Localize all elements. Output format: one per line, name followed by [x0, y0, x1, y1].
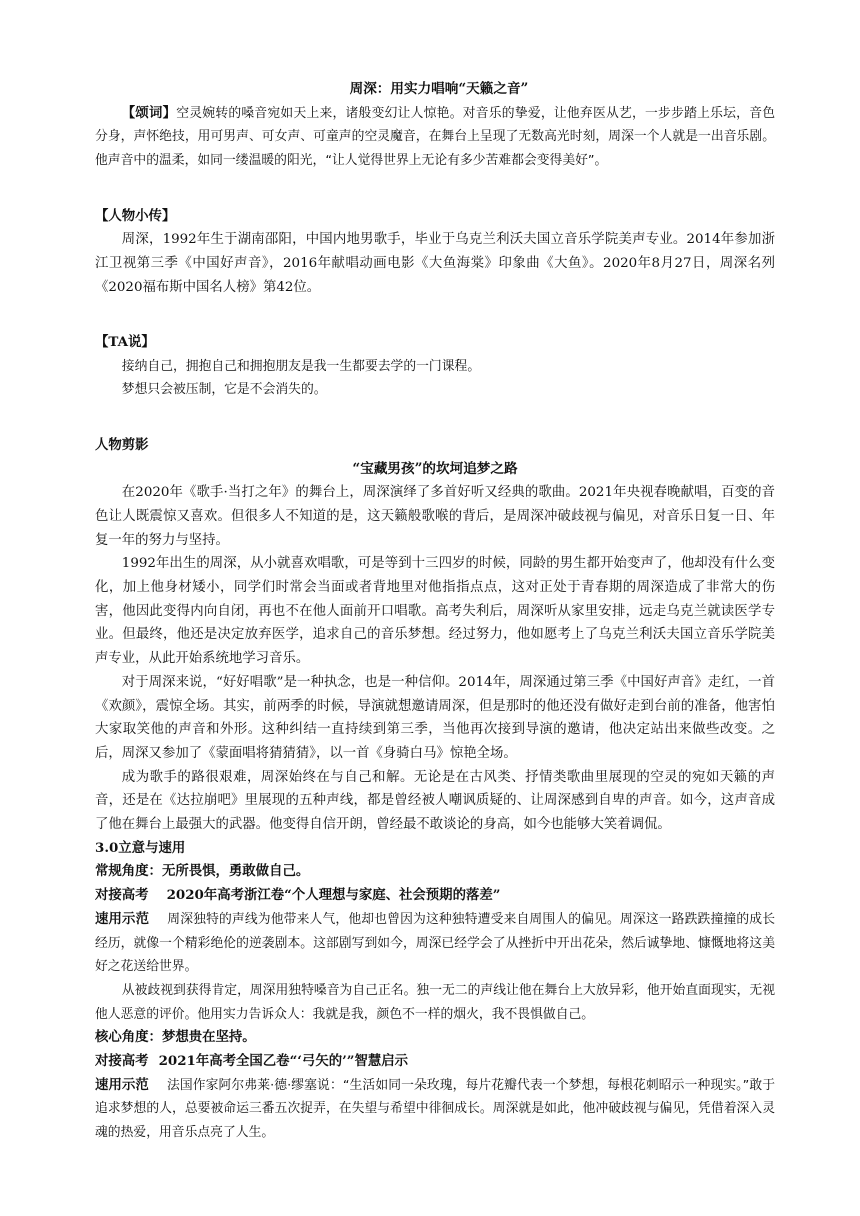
bio-text: 周深，1992年生于湖南邵阳，中国内地男歌手，毕业于乌克兰利沃夫国立音乐学院美声专业。2014年参加浙江卫视第三季《中国好声音》，2016年献唱动画电影《大鱼海棠》印象曲《大鱼》。2020年8月27日，周深名列《2020福布斯中国名人榜》第42位。: [95, 232, 775, 295]
silhouette-subtitle: “宝藏男孩”的坎坷追梦之路: [352, 460, 518, 477]
quote-line: 梦想只会被压制，它是不会消失的。: [121, 382, 327, 398]
page-title: 周深：用实力唱响“天籁之音”: [349, 81, 529, 97]
story-paragraph: 对于周深来说，“好好唱歌”是一种执念，也是一种信仰。2014年，周深通过第三季《中国好声音》走红，一首《欢颜》，震惊全场。其实，前两季的时候，导演就想邀请周深，但是那时的他还没有做好走到台前的准备，他害怕大家取笑他的声音和外形。这种纠结一直持续到第三季，当他再次接到导演的邀请，他决定站出来做些改变。之后，周深又参加了《蒙面唱将猜猜猜》，以一首《身骑白马》惊艳全场。: [95, 674, 775, 761]
ode-label: 【颂词】: [121, 104, 177, 121]
angle-regular: 常规角度：无所畏惧，勇敢做自己。: [95, 863, 310, 880]
exam-link-2021: [95, 1050, 775, 1074]
bio-heading: 【人物小传】: [95, 207, 176, 224]
story-paragraph: 在2020年《歌手·当打之年》的舞台上，周深演绎了多首好听又经典的歌曲。2021年央视春晚献唱，百变的音色让人既震惊又喜欢。但很多人不知道的是，这天籁般歌喉的背后，是周深冲破歧视与偏见，对音乐日复一日、年复一年的努力与坚持。: [95, 485, 775, 548]
exam-link-text: 2021年高考全国乙卷“‘弓矢的’”智慧启示: [158, 1053, 409, 1070]
demo-label: 速用示范: [95, 1076, 149, 1093]
quotes-heading: 【TA说】: [95, 334, 155, 350]
demo-label: 速用示范: [95, 910, 150, 927]
exam-link-2020: [95, 884, 775, 908]
story-paragraph: 成为歌手的路很艰难，周深始终在与自己和解。无论是在古风类、抒情类歌曲里展现的空灵的宛如天籁的声音，还是在《达拉崩吧》里展现的五种声线，都是曾经被人嘲讽质疑的、让周深感到自卑的声音。如今，这声音成了他在舞台上最强大的武器。他变得自信开朗，曾经最不敢谈论的身高，如今也能够大笑着调侃。: [95, 769, 775, 833]
exam-link-text: 2020年高考浙江卷“个人理想与家庭、社会预期的落差”: [166, 887, 501, 904]
demo-text: 法国作家阿尔弗莱·德·缪塞说：“生活如同一朵玫瑰，每片花瓣代表一个梦想，每根花刺昭示一种现实。”敢于追求梦想的人，总要被命运三番五次捉弄，在失望与希望中徘徊成长。周深就是如此，他冲破歧视与偏见，凭借着深入灵魂的热爱，用音乐点亮了人生。: [95, 1077, 776, 1141]
demo-paragraph-2: 从被歧视到获得肯定，周深用独特嗓音为自己正名。独一无二的声线让他在舞台上大放异彩，他开始直面现实，无视他人恶意的评价。他用实力告诉众人：我就是我，颜色不一样的烟火，我不畏惧做自己。: [95, 982, 775, 1022]
document-page: [95, 78, 775, 1145]
story-paragraph: 1992年出生的周深，从小就喜欢唱歌，可是等到十三四岁的时候，同龄的男生都开始变声了，他却没有什么变化，加上他身材矮小，同学们时常会当面或者背地里对他指指点点，这对正处于青春期的周深造成了非常大的伤害，他因此变得内向自闭，再也不在他人面前开口唱歌。高考失利后，周深听从家里安排，远走乌克兰就读医学专业。但最终，他还是决定放弃医学，追求自己的音乐梦想。经过努力，他如愿考上了乌克兰利沃夫国立音乐学院美声专业，从此开始系统地学习音乐。: [95, 556, 775, 667]
quote-line: 接纳自己，拥抱自己和拥抱朋友是我一生都要去学的一门课程。: [121, 358, 481, 374]
demo-text: 周深独特的声线为他带来人气，他却也曾因为这种独特遭受来自周围人的偏见。周深这一路跌跌撞撞的成长经历，就像一个精彩绝伦的逆袭剧本。这部剧写到如今，周深已经学会了从挫折中开出花朵，然后诚挚地、慷慨地将这美好之花送给世界。: [95, 911, 776, 975]
ode-text: 空灵婉转的嗓音宛如天上来，诸般变幻让人惊艳。对音乐的挚爱，让他弃医从艺，一步步踏上乐坛，音色分身，声怀绝技，用可男声、可女声、可童声的空灵魔音，在舞台上呈现了无数高光时刻，周深一个人就是一出音乐剧。他声音中的温柔，如同一缕温暖的阳光，“让人觉得世界上无论有多少苦难都会变得美好”。: [95, 105, 776, 169]
usage-heading: 3.0立意与速用: [95, 839, 186, 856]
ode-paragraph: [95, 102, 775, 173]
angle-core: 核心角度：梦想贵在坚持。: [95, 1029, 256, 1046]
exam-link-label: 对接高考: [95, 887, 149, 904]
exam-link-label: 对接高考: [95, 1053, 149, 1070]
silhouette-heading: 人物剪影: [95, 436, 149, 453]
demo-paragraph: [95, 1074, 775, 1145]
demo-paragraph: [95, 908, 775, 979]
